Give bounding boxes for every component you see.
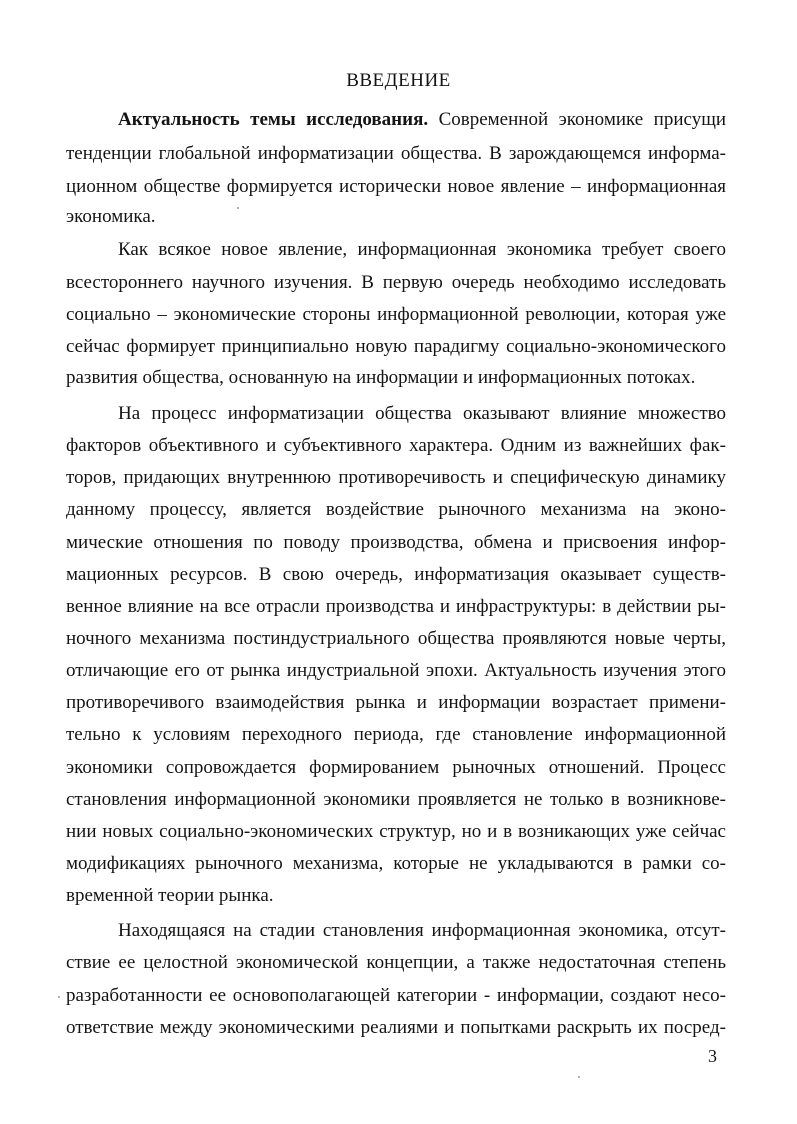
text-line: ночного механизма постиндустриального общества проявляются новые черты,	[66, 628, 726, 649]
text-line: развития общества, основанную на информации и информационных потоках.	[66, 367, 696, 388]
text-line: Как всякое новое явление, информационная экономика требует своего	[118, 239, 726, 260]
text-line: Находящаяся на стадии становления информационная экономика, отсут-	[118, 920, 726, 941]
text-line: противоречивого взаимодействия рынка и информации возрастает примени-	[66, 692, 726, 713]
scan-speck	[58, 996, 60, 998]
text-line: экономики сопровождается формированием рыночных отношений. Процесс	[66, 757, 726, 778]
text-line: факторов объективного и субъективного характера. Одним из важнейших фак-	[66, 435, 726, 456]
text-line: сейчас формирует принципиально новую парадигму социально-экономического	[66, 336, 726, 357]
text-line: тенденции глобальной информатизации общества. В зарождающемся информа-	[66, 143, 726, 164]
text-line: тельно к условиям переходного периода, где становление информационной	[66, 724, 726, 745]
text-line: социально – экономические стороны информационной революции, которая уже	[66, 304, 726, 325]
text-line: ствие ее целостной экономической концепции, а также недостаточная степень	[66, 952, 726, 973]
text-line: экономика.	[66, 206, 156, 227]
scan-speck	[237, 207, 239, 209]
text-line: На процесс информатизации общества оказывают влияние множество	[118, 403, 726, 424]
text-line: Актуальность темы исследования. Современной экономике присущи	[118, 109, 726, 130]
scan-speck	[578, 1076, 580, 1078]
text-line: мические отношения по поводу производства, обмена и присвоения инфор-	[66, 532, 726, 553]
text-line: мационных ресурсов. В свою очередь, информатизация оказывает существ-	[66, 564, 726, 585]
text-line: ционном обществе формируется исторически новое явление – информационная	[66, 176, 726, 197]
page-heading: ВВЕДЕНИЕ	[346, 70, 451, 91]
section-lead: Актуальность темы исследования.	[118, 109, 429, 130]
text-line: данному процессу, является воздействие рыночного механизма на эконо-	[66, 499, 726, 520]
page-number: 3	[708, 1046, 717, 1066]
text-line: нии новых социально-экономических структур, но и в возникающих уже сейчас	[66, 821, 726, 842]
text-line: венное влияние на все отрасли производства и инфраструктуры: в действии ры-	[66, 596, 726, 617]
text-line: разработанности ее основополагающей категории - информации, создают несо-	[66, 985, 726, 1006]
text-line: становления информационной экономики проявляется не только в возникнове-	[66, 789, 726, 810]
text-line: модификациях рыночного механизма, которые не укладываются в рамки со-	[66, 853, 726, 874]
text-line: всестороннего научного изучения. В первую очередь необходимо исследовать	[66, 272, 726, 293]
text-line: временной теории рынка.	[66, 885, 274, 906]
text-line: торов, придающих внутреннюю противоречивость и специфическую динамику	[66, 467, 726, 488]
text-line: отличающие его от рынка индустриальной эпохи. Актуальность изучения этого	[66, 660, 726, 681]
text-line: ответствие между экономическими реалиями и попытками раскрыть их посред-	[66, 1017, 726, 1038]
